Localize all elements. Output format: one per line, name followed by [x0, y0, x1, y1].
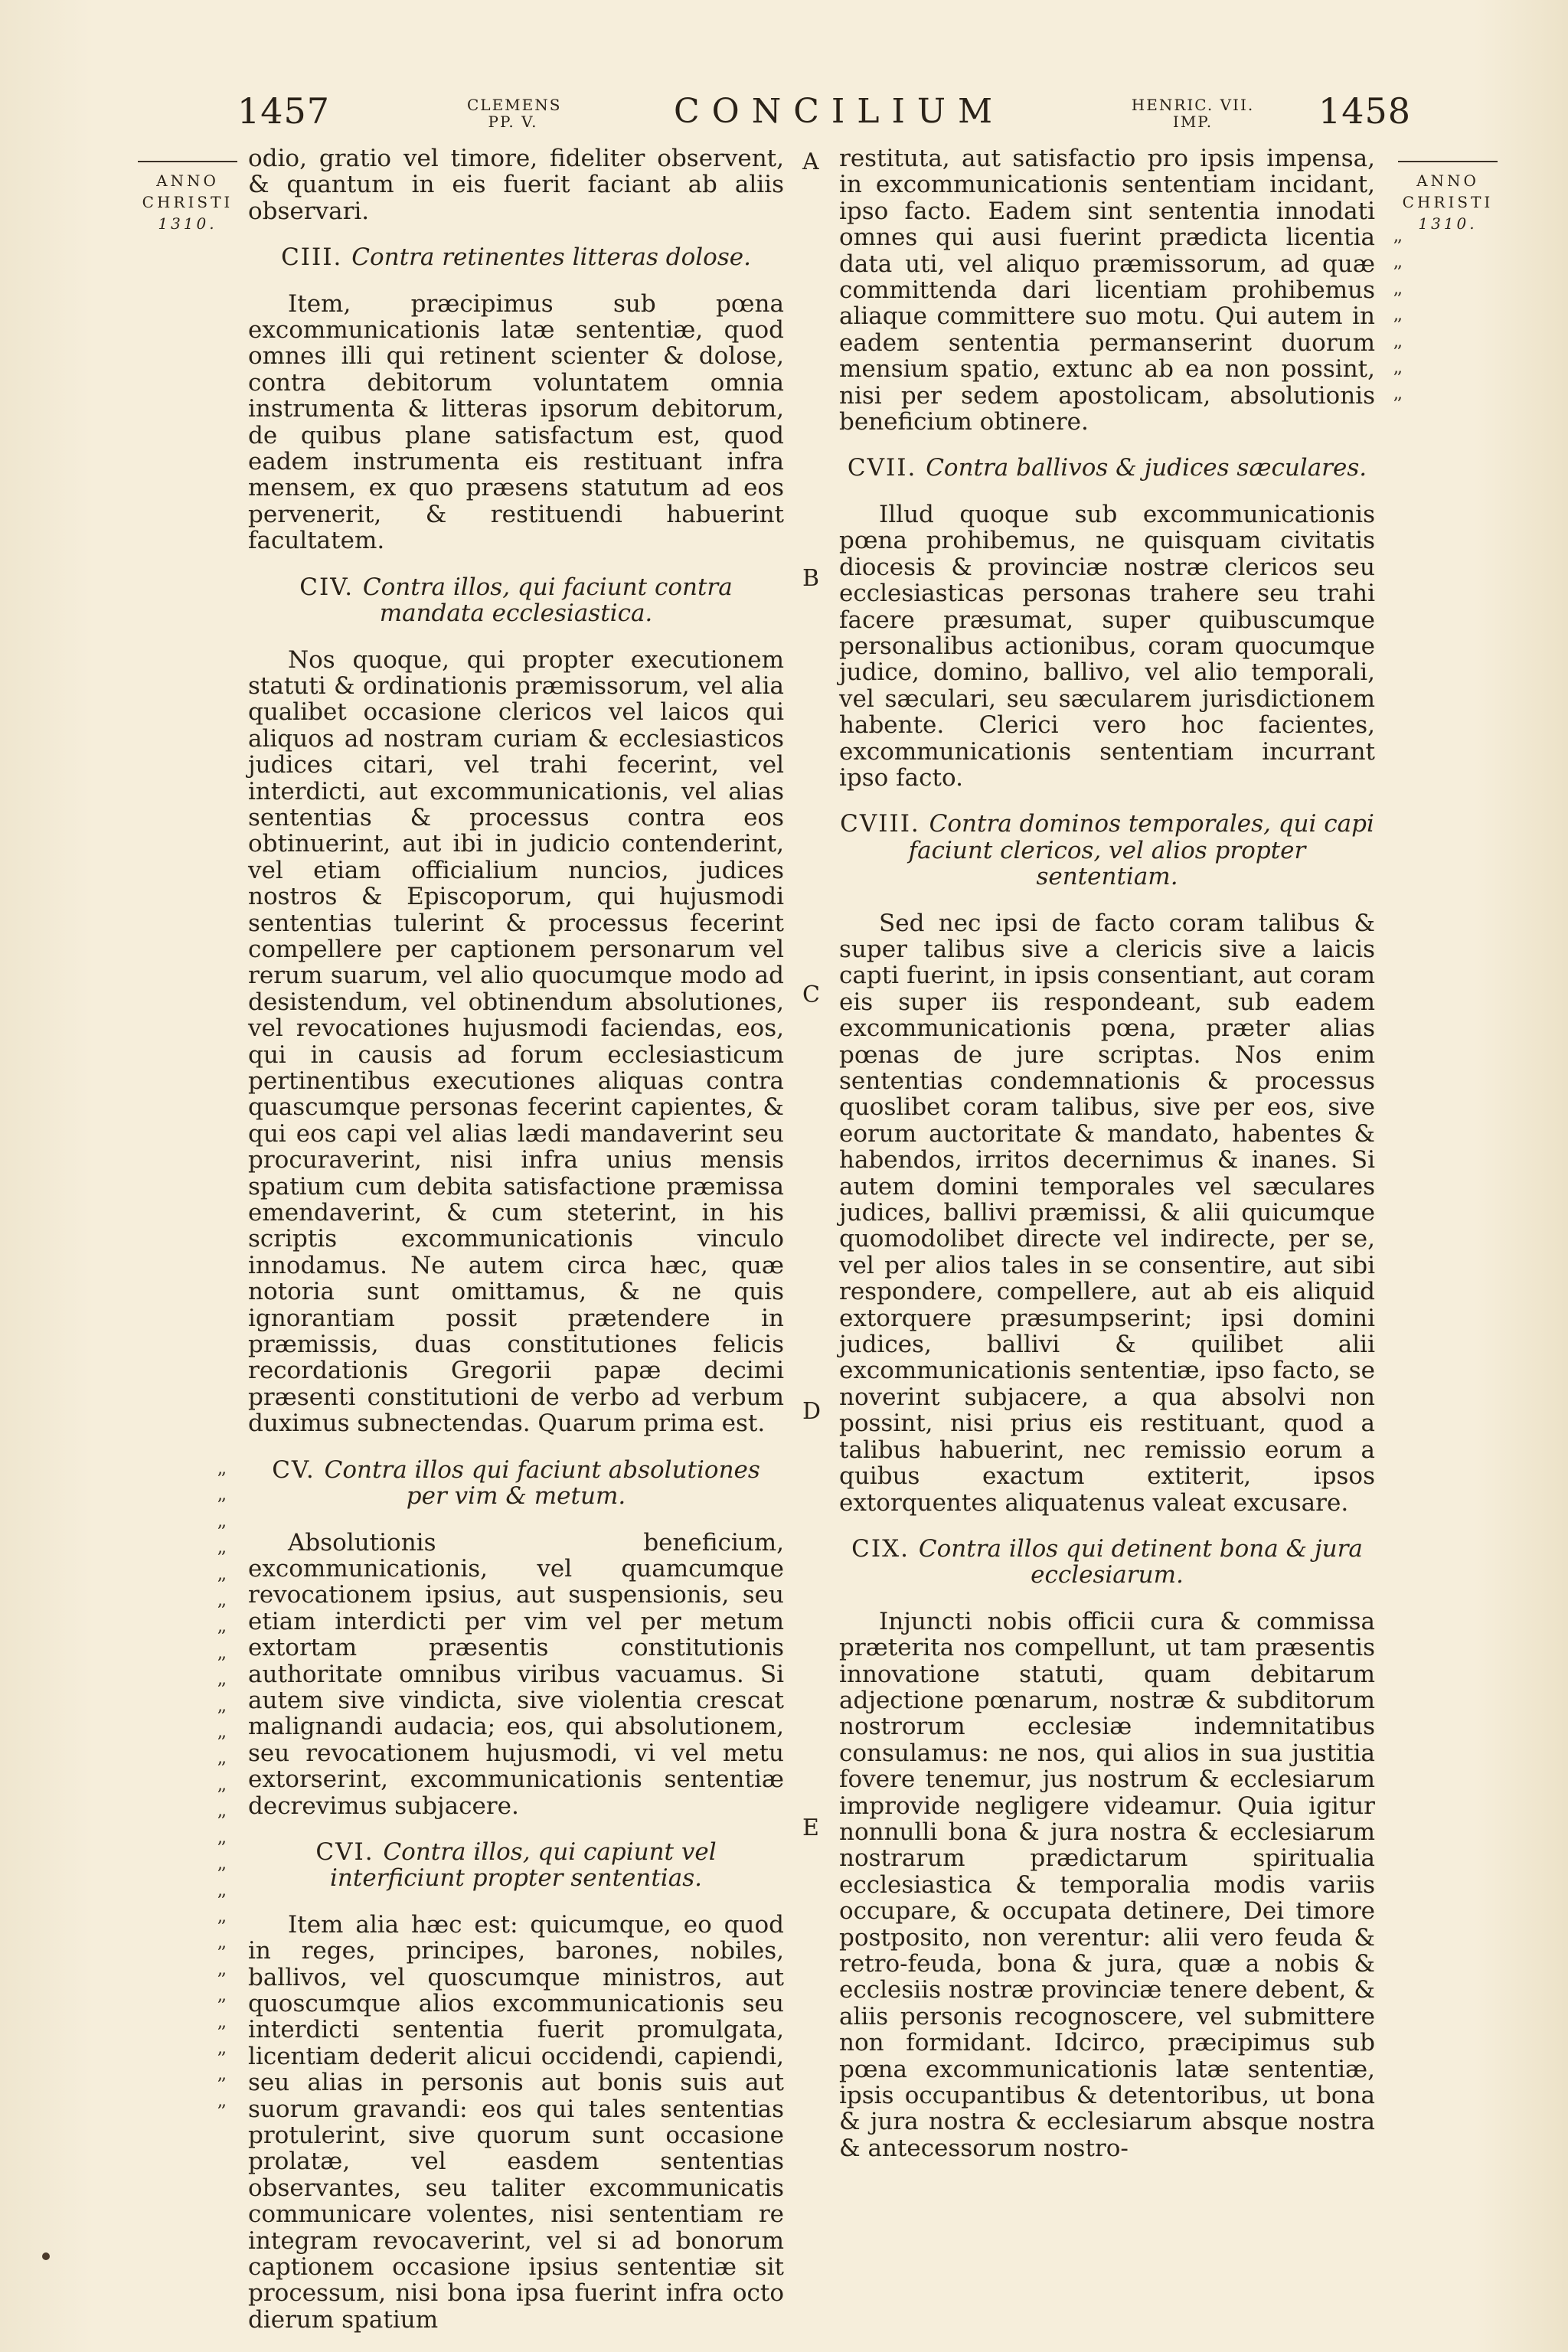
anno-label: ANNO: [1416, 172, 1479, 190]
section-heading: [248, 1457, 784, 1510]
section-title: Contra illos, qui capiunt vel interficiunt propter sententias.: [330, 1838, 717, 1893]
right-running-sub: IMP.: [1172, 113, 1214, 131]
section-heading: [839, 1536, 1375, 1589]
right-text-column: [839, 145, 1375, 2161]
paragraph: Injuncti nobis officii cura & commissa præterita nos compellunt, ut tam præsentis innovatione statuti, quam debitarum adjectione pœnarum, nostræ & subditorum nostrorum ecclesiæ indemnitatibus consulamus: ne nos, qui alios in sua justitia fovere tenemur, jus nostrum & ecclesiarum improvide negligere videamur. Quia igitur nonnulli bona & jura nostra & ecclesiarum nostrarum prædictarum spiritualia ecclesiastica & temporalia modis variis occupare, & occupata detinere, Dei timore postposito, non verentur: alii vero feuda & retro-feuda, bona & jura, quæ a nobis & ecclesiis nostræ provinciæ tenere debent, & aliis personis recognoscere, vel submittere non formidant. Idcirco, præcipimus sub pœna excommunicationis latæ sententiæ, ipsis occupantibus & detentoribus, ut bona & jura nostra & ecclesiarum absque nostra & antecessorum nostro-: [839, 1607, 1375, 2162]
section-number: CIII.: [281, 243, 352, 272]
running-header: [0, 90, 1568, 144]
section-number: CVI.: [315, 1838, 384, 1866]
paragraph: Item, præcipimus sub pœna excommunicationis latæ sententiæ, quod omnes illi qui retinent scienter & dolose, contra debitorum voluntatem omnia instrumenta & litteras ipsorum debitorum, de quibus plane satisfactum est, quod eadem instrumenta eis restituant infra mensem, ex quo præsens statutum ad eos pervenerit, & restituendi habuerint facultatem.: [248, 289, 784, 555]
section-letter-b: B: [802, 565, 820, 592]
section-heading: [839, 455, 1375, 481]
right-margin-year-note: [1398, 161, 1498, 234]
left-margin-year-note: [138, 161, 237, 234]
paragraph: Illud quoque sub excommunicationis pœna prohibemus, ne quisquam civitatis diocesis & provinciæ nostræ clericos seu ecclesiasticas personas trahere seu trahi facere præsumat, super quibuscumque personalibus actionibus, coram quocumque judice, domino, ballivo, vel alio temporali, vel sæculari, seu sæcularem jurisdictionem habente. Clerici vero hoc facientes, excommunicationis sententiam incurrant ipso facto.: [839, 500, 1375, 792]
right-page-number: 1458: [1318, 90, 1412, 132]
paragraph: Nos quoque, qui propter executionem statuti & ordinationis præmissorum, vel alia qualibet occasione clericos vel laicos qui aliquos ad nostram curiam & ecclesiasticos judices citari, vel trahi fecerint, vel interdicti, aut excommunicationis, vel alias sententias & processus contra eos obtinuerint, aut ibi in judicio contenderint, vel etiam officialium nuncios, judices nostros & Episcoporum, qui hujusmodi sententias tulerint & processus fecerint compellere per captionem personarum vel rerum suarum, vel alio quocumque modo ad desistendum, vel obtinendum absolutiones, vel revocationes hujusmodi faciendas, eos, qui in causis ad forum ecclesiasticum pertinentibus executiones aliquas contra quascumque personas fecerint capientes, & qui eos capi vel alias lædi mandaverint seu procuraverint, nisi infra unius mensis spatium cum debita satisfactione præmissa emendaverint, & cum steterint, in his scriptis excommunicationis vinculo innodamus. Ne autem circa hæc, quæ notoria sunt omittamus, & ne quis ignorantiam possit prætendere in præmissis, duas constitutiones felicis recordationis Gregorii papæ decimi præsenti constitutioni de verbo ad verbum duximus subnectendas. Quarum prima est.: [248, 645, 784, 1438]
section-title: Contra illos qui faciunt absolutiones per vim & metum.: [324, 1455, 760, 1511]
paragraph: Item alia hæc est: quicumque, eo quod in reges, principes, barones, nobiles, ballivos, vel quoscumque ministros, aut quoscumque alios excommunicationis seu interdicti sententia fuerit promulgata, licentiam dederit alicui occidendi, capiendi, seu alias in personis aut bonis suis aut suorum gravandi: eos qui tales sententias protulerint, sive quorum sunt occasione prolatæ, vel easdem sententias observantes, seu taliter excommunicatis communicare volentes, nisi sententiam re integram revocaverint, vel si ad bonorum captionem occasione ipsius sententiæ sit processum, nisi bona ipsa fuerint infra octo dierum spatium: [248, 1910, 784, 2334]
section-letter-d: D: [802, 1398, 822, 1425]
section-heading: [839, 811, 1375, 890]
section-letter-e: E: [802, 1815, 819, 1841]
right-running-name: HENRIC. VII.: [1131, 96, 1255, 114]
year-label: 1310.: [1418, 214, 1478, 233]
section-letter-a: A: [802, 149, 819, 175]
paragraph: Absolutionis beneficium, excommunicationis, vel quamcumque revocationem ipsius, aut suspensionis, seu etiam interdicti per vim vel per metum extortam præsentis constitutionis authoritate omnibus viribus vacuamus. Si autem sive vindicta, sive violentia crescat malignandi audacia; eos, qui absolutionem, seu revocationem hujusmodi, vi vel metu extorserint, excommunicationis sententiæ decrevimus subjacere.: [248, 1528, 784, 1820]
right-quote-marks: ,, ,, ,, ,, ,, ,, ,,: [1393, 227, 1401, 404]
section-heading: [248, 244, 784, 270]
left-running-name: CLEMENS: [467, 96, 562, 114]
right-running-head: [1124, 96, 1262, 130]
christi-label: CHRISTI: [1402, 193, 1494, 211]
section-number: CIV.: [299, 573, 363, 601]
section-number: CVII.: [847, 454, 926, 482]
year-label: 1310.: [158, 214, 217, 233]
section-number: CVIII.: [840, 810, 929, 838]
section-title: Contra ballivos & judices sæculares.: [926, 454, 1367, 482]
section-letter-c: C: [802, 982, 820, 1008]
page-title: CONCILIUM: [674, 92, 1005, 131]
section-number: CV.: [272, 1455, 325, 1484]
anno-label: ANNO: [156, 172, 219, 190]
margin-rule: [1398, 161, 1498, 162]
section-title: Contra dominos temporales, qui capi faciunt clericos, vel alios propter sententiam.: [908, 810, 1374, 891]
section-title: Contra retinentes litteras dolose.: [351, 243, 751, 272]
section-heading: [248, 1839, 784, 1892]
left-running-head: [467, 96, 562, 131]
paragraph: restituta, aut satisfactio pro ipsis impensa, in excommunicationis sententiam incidant, ipso facto. Eadem sint sententia innodati omnes qui ausi fuerint prædicta licentia data uti, vel aliquo præmissorum, ad quæ committenda dari licentiam prohibemus aliaque committere suo motu. Qui autem in eadem sententia permanserint duorum mensium spatio, extunc ab ea non possint, nisi per sedem apostolicam, absolutionis beneficium obtinere.: [839, 145, 1375, 436]
section-title: Contra illos qui detinent bona & jura ecclesiarum.: [918, 1534, 1363, 1589]
left-quote-marks: ,, ,, ,, ,, ,, ,, ,, ,, ,, ,, ,, ,, ,, ,, ,, ,, ,, ,, ,, ,, ,, ,, ,, ,, ,,: [217, 1459, 225, 2111]
left-page-number: 1457: [237, 90, 331, 132]
paragraph: Sed nec ipsi de facto coram talibus & super talibus sive a clericis sive a laicis capti fuerint, in ipsis consentiant, aut coram eis super iis respondeant, sub eadem excommunicationis pœna, præter alias pœnas de jure scriptas. Nos enim sententias condemnationis & processus quoslibet coram talibus, sive per eos, sive eorum auctoritate & mandato, habentes & habendos, irritos decernimus & inanes. Si autem domini temporales vel sæculares judices, ballivi præmissi, & alii quicumque quomodolibet directe vel indirecte, per se, vel per alios tales in se consentire, aut sibi respondere, compellere, aut ab eis aliquid extorquere præsumpserint; ipsi domini judices, ballivi & quilibet alii excommunicationis sententiæ, ipso facto, se noverint subjacere, a qua absolvi non possint, nisi prius eis restituant, quod a talibus habuerint, nec remissio eorum a quibus exactum extiterit, ipsos extorquentes aliquatenus valeat excusare.: [839, 909, 1375, 1517]
christi-label: CHRISTI: [142, 193, 234, 211]
paragraph: odio, gratio vel timore, fideliter observent, & quantum in eis fuerit faciant ab aliis observari.: [248, 145, 784, 225]
section-number: CIX.: [851, 1534, 919, 1563]
ink-spot: [42, 2252, 50, 2260]
section-title: Contra illos, qui faciunt contra mandata ecclesiastica.: [362, 573, 733, 628]
margin-rule: [138, 161, 237, 162]
left-text-column: [248, 145, 784, 2333]
section-heading: [248, 574, 784, 627]
left-running-sub: PP. V.: [488, 113, 538, 131]
